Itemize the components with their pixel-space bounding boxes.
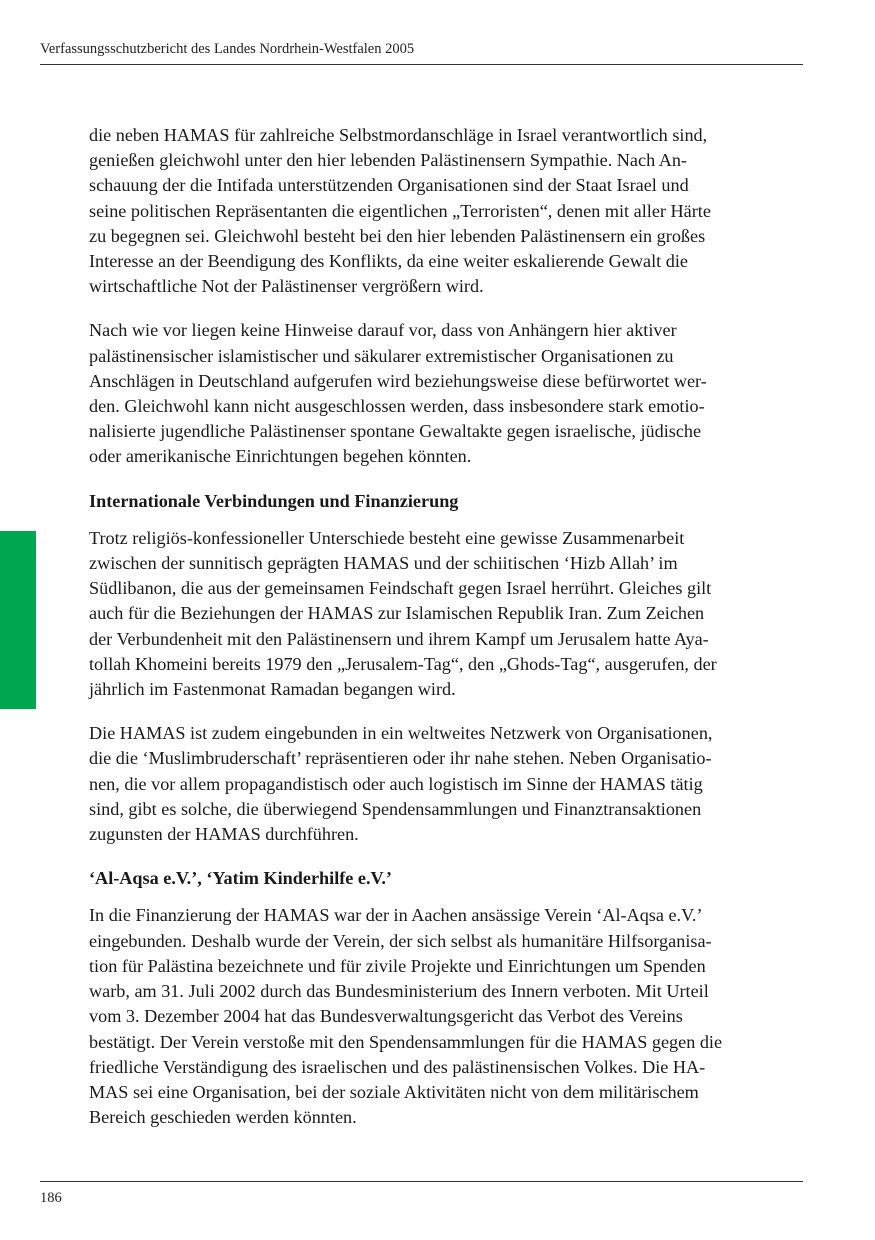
text-line: zu begegnen sei. Gleichwohl besteht bei den hier lebenden Palästinensern ein großes (89, 225, 706, 246)
text-line: Interesse an der Beendigung des Konflikts, da eine weiter eskalierende Gewalt die (89, 251, 688, 272)
text-line: die neben HAMAS für zahlreiche Selbstmordanschläge in Israel verantwortlich sind, (89, 125, 708, 145)
text-line: friedliche Verständigung des israelischen und des palästinensischen Volkes. Die HA- (89, 1056, 706, 1077)
text-line: genießen gleichwohl unter den hier lebenden Palästinensern Sympathie. Nach An- (89, 150, 687, 171)
text-line: In die Finanzierung der HAMAS war der in Aachen ansässige Verein ‘Al-Aqsa e.V.’ (89, 905, 703, 926)
text-line: Nach wie vor liegen keine Hinweise darauf vor, dass von Anhängern hier aktiver (89, 320, 677, 341)
text-line: Anschlägen in Deutschland aufgerufen wird beziehungsweise diese befürwortet wer- (89, 370, 707, 391)
text-line: MAS sei eine Organisation, bei der soziale Aktivitäten nicht von dem militärischem (89, 1081, 699, 1102)
running-header: Verfassungsschutzbericht des Landes Nordrhein-Westfalen 2005 (40, 41, 415, 57)
text-line: wirtschaftliche Not der Palästinenser vergrößern wird. (89, 276, 484, 297)
text-line: tion für Palästina bezeichnete und für zivile Projekte und Einrichtungen um Spenden (89, 955, 706, 976)
paragraph-5 (89, 903, 805, 1130)
text-line: die die ‘Muslimbruderschaft’ repräsentieren oder ihr nahe stehen. Neben Organisatio- (89, 748, 712, 769)
text-line: Südlibanon, die aus der gemeinsamen Feindschaft gegen Israel herrührt. Gleiches gilt (89, 578, 712, 599)
text-line: zwischen der sunnitisch geprägten HAMAS und der schiitischen ‘Hizb Allah’ im (89, 553, 678, 574)
text-line: palästinensischer islamistischer und säkularer extremistischer Organisationen zu (89, 345, 674, 366)
section-heading-al-aqsa: ‘Al-Aqsa e.V.’, ‘Yatim Kinderhilfe e.V.’ (89, 868, 392, 889)
text-line: seine politischen Repräsentanten die eigentlichen „Terroristen“, denen mit aller Härte (89, 200, 711, 221)
text-line: nalisierte jugendliche Palästinenser spontane Gewaltakte gegen israelische, jüdische (89, 421, 702, 442)
paragraph-2 (89, 318, 805, 469)
paragraph-3 (89, 526, 805, 702)
chapter-marker-tab (0, 531, 36, 709)
text-line: den. Gleichwohl kann nicht ausgeschlossen werden, dass insbesondere stark emotio- (89, 396, 705, 417)
text-line: warb, am 31. Juli 2002 durch das Bundesministerium des Innern verboten. Mit Urteil (89, 981, 709, 1002)
header-divider (40, 64, 803, 65)
text-line: zugunsten der HAMAS durchführen. (89, 824, 359, 845)
paragraph-1 (89, 123, 805, 299)
section-heading-international: Internationale Verbindungen und Finanzierung (89, 490, 459, 511)
text-line: oder amerikanische Einrichtungen begehen könnten. (89, 446, 472, 467)
text-line: tollah Khomeini bereits 1979 den „Jerusalem-Tag“, den „Ghods-Tag“, ausgerufen, der (89, 653, 717, 674)
text-line: nen, die vor allem propagandistisch oder auch logistisch im Sinne der HAMAS tätig (89, 773, 703, 794)
text-line: vom 3. Dezember 2004 hat das Bundesverwaltungsgericht das Verbot des Vereins (89, 1006, 683, 1027)
page-number: 186 (40, 1190, 62, 1206)
text-line: eingebunden. Deshalb wurde der Verein, der sich selbst als humanitäre Hilfsorganisa- (89, 930, 712, 951)
text-line: der Verbundenheit mit den Palästinensern und ihrem Kampf um Jerusalem hatte Aya- (89, 628, 709, 649)
text-line: auch für die Beziehungen der HAMAS zur Islamischen Republik Iran. Zum Zeichen (89, 603, 705, 624)
footer-divider (40, 1181, 803, 1182)
text-line: schauung der die Intifada unterstützenden Organisationen sind der Staat Israel und (89, 175, 689, 196)
text-line: Trotz religiös-konfessioneller Unterschiede besteht eine gewisse Zusammenarbeit (89, 527, 685, 548)
text-line: sind, gibt es solche, die überwiegend Spendensammlungen und Finanztransaktionen (89, 798, 702, 819)
text-line: bestätigt. Der Verein verstoße mit den Spendensammlungen für die HAMAS gegen die (89, 1031, 723, 1052)
paragraph-4 (89, 721, 805, 847)
main-content (89, 123, 805, 1149)
text-line: Bereich geschieden werden könnten. (89, 1107, 357, 1128)
text-line: Die HAMAS ist zudem eingebunden in ein weltweites Netzwerk von Organisationen, (89, 723, 713, 744)
text-line: jährlich im Fastenmonat Ramadan begangen wird. (89, 679, 456, 700)
